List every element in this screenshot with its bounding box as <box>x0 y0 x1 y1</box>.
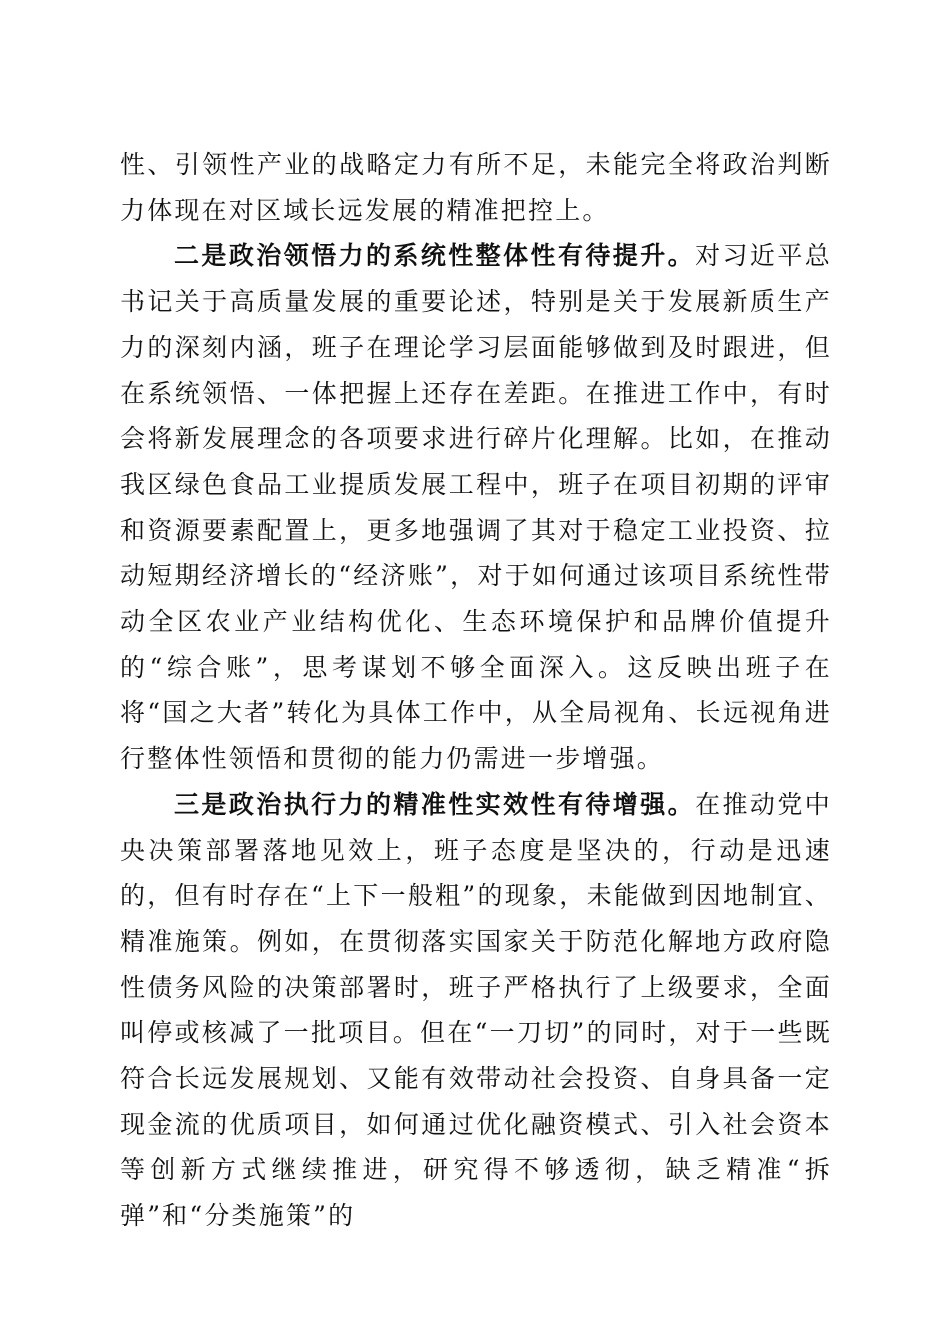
paragraph-text: 性、引领性产业的战略定力有所不足，未能完全将政治判断力体现在对区域长远发展的精准把控上。 <box>120 150 832 225</box>
paragraph-heading: 三是政治执行力的精准性实效性有待增强。 <box>174 789 696 819</box>
paragraph-text: 在推动党中央决策部署落地见效上，班子态度是坚决的，行动是迅速的，但有时存在“上下一般粗”的现象，未能做到因地制宜、精准施策。例如，在贯彻落实国家关于防范化解地方政府隐性债务风险的决策部署时，班子严格执行了上级要求，全面叫停或核减了一批项目。但在“一刀切”的同时，对于一些既符合长远发展规划、又能有效带动社会投资、自身具备一定现金流的优质项目，如何通过优化融资模式、引入社会资本等创新方式继续推进，研究得不够透彻，缺乏精准“拆弹”和“分类施策”的 <box>120 789 832 1231</box>
paragraph-continuation <box>120 142 832 233</box>
document-body <box>120 142 832 1239</box>
paragraph-political-execution <box>120 782 832 1239</box>
paragraph-political-comprehension <box>120 233 832 781</box>
paragraph-heading: 二是政治领悟力的系统性整体性有待提升。 <box>174 241 696 271</box>
paragraph-text: 对习近平总书记关于高质量发展的重要论述，特别是关于发展新质生产力的深刻内涵，班子在理论学习层面能够做到及时跟进，但在系统领悟、一体把握上还存在差距。在推进工作中，有时会将新发展理念的各项要求进行碎片化理解。比如，在推动我区绿色食品工业提质发展工程中，班子在项目初期的评审和资源要素配置上，更多地强调了其对于稳定工业投资、拉动短期经济增长的“经济账”，对于如何通过该项目系统性带动全区农业产业结构优化、生态环境保护和品牌价值提升的“综合账”，思考谋划不够全面深入。这反映出班子在将“国之大者”转化为具体工作中，从全局视角、长远视角进行整体性领悟和贯彻的能力仍需进一步增强。 <box>120 241 832 774</box>
